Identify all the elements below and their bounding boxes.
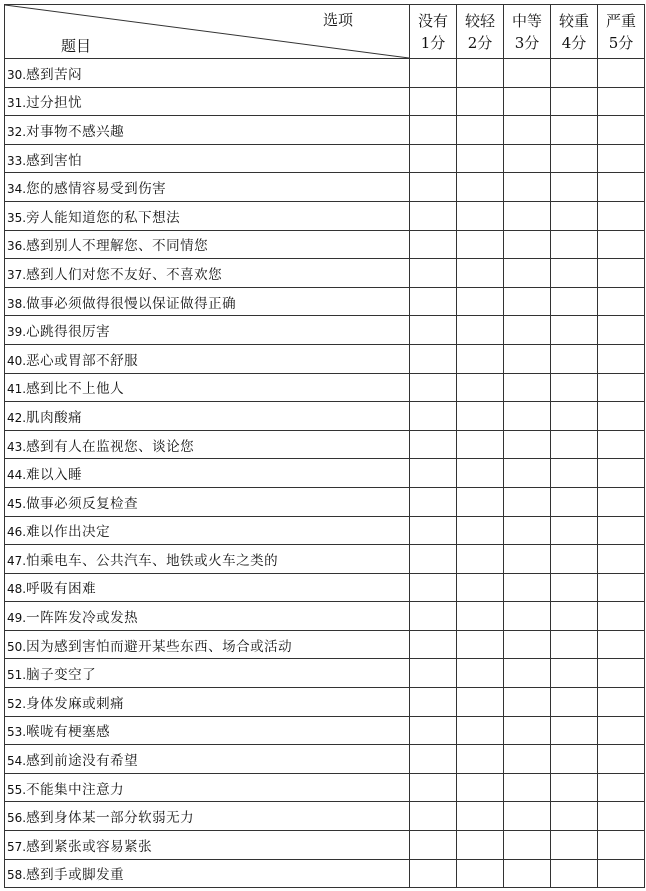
item-number: 31. [7,96,27,111]
item-number: 57. [7,839,27,854]
answer-cell-severe[interactable] [598,344,645,373]
answer-cell-mild[interactable] [457,659,504,688]
answer-cell-mild[interactable] [457,716,504,745]
item-question-cell [5,516,410,545]
answer-cell-none[interactable] [410,659,457,688]
item-question-cell [5,659,410,688]
answer-cell-moderate[interactable] [504,116,551,145]
item-text: 感到手或脚发重 [26,867,125,884]
answer-cell-moderate[interactable] [504,716,551,745]
answer-cell-mild[interactable] [457,173,504,202]
answer-cell-moderate[interactable] [504,573,551,602]
item-row [5,59,645,88]
answer-cell-none[interactable] [410,287,457,316]
item-question-cell [5,87,410,116]
answer-cell-severe[interactable] [598,516,645,545]
item-number: 43. [7,439,27,454]
item-row [5,373,645,402]
item-row [5,688,645,717]
answer-cell-severe[interactable] [598,287,645,316]
item-question-cell [5,59,410,88]
answer-cell-moderate[interactable] [504,287,551,316]
answer-cell-mild[interactable] [457,545,504,574]
item-text: 呼吸有困难 [26,581,97,598]
level-header-fairly-severe [551,5,598,59]
answer-cell-moderate[interactable] [504,831,551,860]
answer-cell-fairly-severe[interactable] [551,802,598,831]
answer-cell-fairly-severe[interactable] [551,659,598,688]
item-row [5,344,645,373]
answer-cell-fairly-severe[interactable] [551,573,598,602]
answer-cell-moderate[interactable] [504,659,551,688]
item-text: 感到身体某一部分软弱无力 [26,810,195,827]
answer-cell-moderate[interactable] [504,773,551,802]
answer-cell-moderate[interactable] [504,201,551,230]
answer-cell-mild[interactable] [457,573,504,602]
answer-cell-fairly-severe[interactable] [551,402,598,431]
answer-cell-fairly-severe[interactable] [551,859,598,888]
answer-cell-fairly-severe[interactable] [551,87,598,116]
item-text: 怕乘电车、公共汽车、地铁或火车之类的 [26,552,279,569]
level-name: 较重 [558,11,589,30]
answer-cell-severe[interactable] [598,802,645,831]
answer-cell-none[interactable] [410,402,457,431]
answer-cell-mild[interactable] [457,344,504,373]
item-text: 不能集中注意力 [26,781,125,798]
answer-cell-mild[interactable] [457,859,504,888]
answer-cell-mild[interactable] [457,745,504,774]
answer-cell-severe[interactable] [598,859,645,888]
answer-cell-mild[interactable] [457,773,504,802]
answer-cell-severe[interactable] [598,259,645,288]
answer-cell-severe[interactable] [598,773,645,802]
level-header-severe [598,5,645,59]
item-number: 35. [7,210,27,225]
answer-cell-severe[interactable] [598,487,645,516]
answer-cell-fairly-severe[interactable] [551,259,598,288]
answer-cell-none[interactable] [410,87,457,116]
answer-cell-severe[interactable] [598,602,645,631]
symptom-rating-sheet [4,4,644,886]
answer-cell-mild[interactable] [457,144,504,173]
answer-cell-mild[interactable] [457,259,504,288]
answer-cell-mild[interactable] [457,688,504,717]
answer-cell-severe[interactable] [598,230,645,259]
answer-cell-fairly-severe[interactable] [551,487,598,516]
answer-cell-moderate[interactable] [504,144,551,173]
answer-cell-mild[interactable] [457,201,504,230]
item-row [5,602,645,631]
answer-cell-mild[interactable] [457,59,504,88]
item-number: 49. [7,611,27,626]
item-number: 38. [7,296,27,311]
item-question-cell [5,316,410,345]
item-text: 脑子变空了 [26,667,97,684]
item-question-cell [5,831,410,860]
answer-cell-fairly-severe[interactable] [551,716,598,745]
answer-cell-moderate[interactable] [504,230,551,259]
item-number: 40. [7,353,27,368]
answer-cell-mild[interactable] [457,516,504,545]
level-score: 4分 [561,33,587,52]
item-question-cell [5,373,410,402]
answer-cell-none[interactable] [410,201,457,230]
answer-cell-severe[interactable] [598,659,645,688]
answer-cell-severe[interactable] [598,316,645,345]
item-question-cell [5,487,410,516]
item-number: 34. [7,182,27,197]
answer-cell-fairly-severe[interactable] [551,173,598,202]
answer-cell-moderate[interactable] [504,545,551,574]
item-number: 41. [7,382,27,397]
item-text: 心跳得很厉害 [26,324,111,341]
item-text: 感到紧张或容易紧张 [26,838,153,855]
answer-cell-fairly-severe[interactable] [551,831,598,860]
item-number: 54. [7,754,27,769]
answer-cell-severe[interactable] [598,201,645,230]
answer-cell-moderate[interactable] [504,487,551,516]
answer-cell-mild[interactable] [457,602,504,631]
answer-cell-moderate[interactable] [504,459,551,488]
answer-cell-severe[interactable] [598,831,645,860]
answer-cell-none[interactable] [410,688,457,717]
level-name: 没有 [417,11,448,30]
item-row [5,259,645,288]
answer-cell-severe[interactable] [598,59,645,88]
item-question-cell [5,716,410,745]
item-question-cell [5,773,410,802]
item-number: 30. [7,67,27,82]
answer-cell-moderate[interactable] [504,402,551,431]
item-question-cell [5,430,410,459]
answer-cell-fairly-severe[interactable] [551,630,598,659]
item-text: 因为感到害怕而避开某些东西、场合或活动 [26,638,293,655]
answer-cell-mild[interactable] [457,487,504,516]
level-header-mild [457,5,504,59]
answer-cell-fairly-severe[interactable] [551,602,598,631]
answer-cell-moderate[interactable] [504,688,551,717]
answer-cell-none[interactable] [410,745,457,774]
answer-cell-mild[interactable] [457,802,504,831]
item-row [5,144,645,173]
item-row [5,831,645,860]
item-row [5,287,645,316]
level-header-none [410,5,457,59]
level-name: 较轻 [464,11,495,30]
answer-cell-none[interactable] [410,344,457,373]
item-row [5,459,645,488]
item-number: 32. [7,124,27,139]
answer-cell-severe[interactable] [598,144,645,173]
answer-cell-fairly-severe[interactable] [551,773,598,802]
item-number: 55. [7,782,27,797]
level-header-moderate [504,5,551,59]
answer-cell-mild[interactable] [457,630,504,659]
item-row [5,545,645,574]
item-text: 身体发麻或刺痛 [26,695,125,712]
item-number: 47. [7,553,27,568]
answer-cell-none[interactable] [410,430,457,459]
answer-cell-none[interactable] [410,487,457,516]
item-row [5,773,645,802]
item-question-cell [5,545,410,574]
answer-cell-mild[interactable] [457,87,504,116]
item-text: 旁人能知道您的私下想法 [26,209,181,226]
item-row [5,716,645,745]
answer-cell-mild[interactable] [457,831,504,860]
item-number: 53. [7,725,27,740]
answer-cell-none[interactable] [410,859,457,888]
answer-cell-moderate[interactable] [504,373,551,402]
answer-cell-mild[interactable] [457,287,504,316]
answer-cell-none[interactable] [410,59,457,88]
answer-cell-none[interactable] [410,316,457,345]
answer-cell-moderate[interactable] [504,259,551,288]
answer-cell-mild[interactable] [457,459,504,488]
item-question-cell [5,459,410,488]
answer-cell-none[interactable] [410,516,457,545]
item-row [5,316,645,345]
answer-cell-fairly-severe[interactable] [551,201,598,230]
options-header-label: 选项 [322,11,353,29]
item-number: 51. [7,668,27,683]
answer-cell-mild[interactable] [457,116,504,145]
level-name: 中等 [511,11,542,30]
item-question-cell [5,602,410,631]
diagonal-header-cell [5,5,410,59]
item-question-cell [5,116,410,145]
answer-cell-fairly-severe[interactable] [551,516,598,545]
answer-cell-none[interactable] [410,173,457,202]
answer-cell-fairly-severe[interactable] [551,745,598,774]
answer-cell-moderate[interactable] [504,802,551,831]
item-text: 感到害怕 [26,152,83,169]
answer-cell-fairly-severe[interactable] [551,459,598,488]
answer-cell-moderate[interactable] [504,87,551,116]
item-text: 做事必须反复检查 [26,495,139,512]
answer-cell-none[interactable] [410,773,457,802]
item-number: 36. [7,239,27,254]
answer-cell-fairly-severe[interactable] [551,116,598,145]
item-row [5,230,645,259]
answer-cell-none[interactable] [410,373,457,402]
answer-cell-none[interactable] [410,630,457,659]
item-row [5,659,645,688]
answer-cell-severe[interactable] [598,173,645,202]
item-text: 感到别人不理解您、不同情您 [26,238,209,255]
answer-cell-moderate[interactable] [504,173,551,202]
item-row [5,516,645,545]
item-question-cell [5,573,410,602]
answer-cell-fairly-severe[interactable] [551,430,598,459]
item-text: 一阵阵发冷或发热 [26,610,139,627]
answer-cell-moderate[interactable] [504,602,551,631]
item-row [5,173,645,202]
answer-cell-fairly-severe[interactable] [551,688,598,717]
item-number: 46. [7,525,27,540]
answer-cell-fairly-severe[interactable] [551,316,598,345]
item-number: 50. [7,639,27,654]
level-name: 严重 [605,11,636,30]
answer-cell-fairly-severe[interactable] [551,230,598,259]
answer-cell-none[interactable] [410,573,457,602]
answer-cell-fairly-severe[interactable] [551,344,598,373]
item-question-cell [5,201,410,230]
answer-cell-moderate[interactable] [504,859,551,888]
item-question-cell [5,259,410,288]
answer-cell-fairly-severe[interactable] [551,373,598,402]
answer-cell-severe[interactable] [598,373,645,402]
answer-cell-severe[interactable] [598,459,645,488]
item-question-cell [5,173,410,202]
item-row [5,859,645,888]
answer-cell-severe[interactable] [598,716,645,745]
item-row [5,630,645,659]
item-question-cell [5,688,410,717]
level-score: 1分 [420,33,446,52]
item-number: 58. [7,868,27,883]
answer-cell-mild[interactable] [457,316,504,345]
answer-cell-severe[interactable] [598,402,645,431]
answer-cell-moderate[interactable] [504,630,551,659]
level-score: 5分 [608,33,634,52]
answer-cell-fairly-severe[interactable] [551,545,598,574]
item-text: 喉咙有梗塞感 [26,724,111,741]
item-number: 45. [7,496,27,511]
item-question-cell [5,630,410,659]
item-row [5,487,645,516]
answer-cell-severe[interactable] [598,545,645,574]
level-score: 3分 [514,33,540,52]
item-question-cell [5,230,410,259]
item-question-cell [5,144,410,173]
item-question-cell [5,802,410,831]
answer-cell-fairly-severe[interactable] [551,59,598,88]
answer-cell-none[interactable] [410,144,457,173]
answer-cell-fairly-severe[interactable] [551,144,598,173]
item-text: 做事必须做得很慢以保证做得正确 [26,295,237,312]
answer-cell-mild[interactable] [457,430,504,459]
item-question-cell [5,344,410,373]
answer-cell-none[interactable] [410,459,457,488]
item-text: 感到比不上他人 [26,381,125,398]
item-text: 难以入睡 [26,467,83,484]
answer-cell-moderate[interactable] [504,316,551,345]
answer-cell-mild[interactable] [457,373,504,402]
item-row [5,573,645,602]
item-number: 39. [7,325,27,340]
item-text: 感到苦闷 [26,66,83,83]
item-text: 您的感情容易受到伤害 [26,181,167,198]
items-header-label: 题目 [61,37,92,55]
answer-cell-none[interactable] [410,831,457,860]
item-text: 难以作出决定 [26,524,111,541]
item-text: 感到人们对您不友好、不喜欢您 [26,266,223,283]
symptom-rating-table [4,4,645,888]
item-number: 48. [7,582,27,597]
item-number: 56. [7,811,27,826]
answer-cell-severe[interactable] [598,116,645,145]
answer-cell-moderate[interactable] [504,516,551,545]
answer-cell-none[interactable] [410,230,457,259]
answer-cell-none[interactable] [410,802,457,831]
item-question-cell [5,745,410,774]
item-row [5,87,645,116]
item-text: 对事物不感兴趣 [26,123,125,140]
answer-cell-moderate[interactable] [504,430,551,459]
answer-cell-mild[interactable] [457,230,504,259]
answer-cell-none[interactable] [410,602,457,631]
item-row [5,116,645,145]
answer-cell-fairly-severe[interactable] [551,287,598,316]
item-question-cell [5,287,410,316]
item-number: 42. [7,410,27,425]
answer-cell-severe[interactable] [598,745,645,774]
answer-cell-none[interactable] [410,259,457,288]
item-text: 过分担忧 [26,95,83,112]
answer-cell-none[interactable] [410,716,457,745]
answer-cell-moderate[interactable] [504,59,551,88]
item-text: 肌肉酸痛 [26,409,83,426]
answer-cell-severe[interactable] [598,630,645,659]
header-row [5,5,645,59]
answer-cell-severe[interactable] [598,430,645,459]
item-number: 33. [7,153,27,168]
item-text: 感到有人在监视您、谈论您 [26,438,195,455]
item-row [5,402,645,431]
answer-cell-mild[interactable] [457,402,504,431]
item-row [5,745,645,774]
answer-cell-none[interactable] [410,545,457,574]
item-text: 恶心或胃部不舒服 [26,352,139,369]
item-row [5,802,645,831]
answer-cell-severe[interactable] [598,573,645,602]
item-row [5,430,645,459]
answer-cell-moderate[interactable] [504,344,551,373]
item-number: 37. [7,267,27,282]
item-text: 感到前途没有希望 [26,753,139,770]
answer-cell-severe[interactable] [598,87,645,116]
item-question-cell [5,402,410,431]
answer-cell-none[interactable] [410,116,457,145]
answer-cell-severe[interactable] [598,688,645,717]
item-row [5,201,645,230]
item-number: 52. [7,696,27,711]
answer-cell-moderate[interactable] [504,745,551,774]
item-question-cell [5,859,410,888]
item-number: 44. [7,468,27,483]
level-score: 2分 [467,33,493,52]
